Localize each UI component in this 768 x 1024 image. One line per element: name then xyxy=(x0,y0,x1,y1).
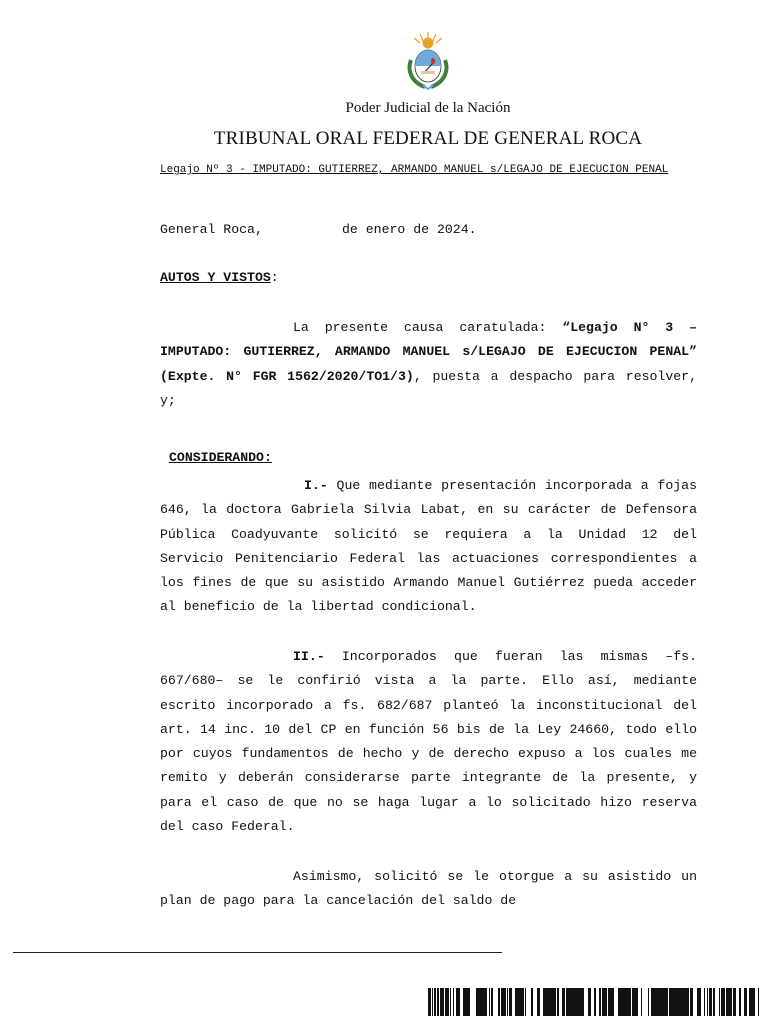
paragraph-considerando-1 xyxy=(160,474,697,620)
caratula-tail: , puesta a despacho para resolver, y; xyxy=(160,368,698,408)
paragraph-caratula xyxy=(160,316,697,413)
autos-label: AUTOS Y VISTOS xyxy=(160,270,271,285)
tribunal-title: TRIBUNAL ORAL FEDERAL DE GENERAL ROCA xyxy=(213,128,643,149)
paragraph-asimismo: Asimismo, solicitó se le otorgue a su asistido un plan de pago para la cancelación del saldo de xyxy=(160,869,697,909)
considerando-2-number: II.- xyxy=(293,649,325,664)
court-name: Poder Judicial de la Nación xyxy=(345,100,511,116)
considerando-1-number: I.- xyxy=(304,478,328,493)
legajo-reference: Legajo Nº 3 - IMPUTADO: GUTIERREZ, ARMANDO MANUEL s/LEGAJO DE EJECUCION PENAL xyxy=(160,164,669,176)
considerando-1-text: Que mediante presentación incorporada a fojas 646, la doctora Gabriela Silvia Labat, en su carácter de Defensora Pública Coadyuvante solicitó se requiera a la Unidad 12 del Servicio Penitenciario Federal las actuaciones correspondientes a los fines de que su asistido Armando Manuel Gutiérrez pueda acceder al beneficio de la libertad condicional. xyxy=(160,478,697,615)
autos-y-vistos-heading xyxy=(160,270,279,285)
autos-colon: : xyxy=(270,270,279,285)
barcode-icon xyxy=(428,988,762,1016)
caratula-lead: La presente causa caratulada: xyxy=(293,320,563,335)
argentina-coat-of-arms-icon xyxy=(403,30,453,90)
paragraph-considerando-2 xyxy=(160,645,697,839)
caratula-bold: “Legajo N° 3 – IMPUTADO: GUTIERREZ, ARMANDO MANUEL s/LEGAJO DE EJECUCION PENAL” (Expte. N° FGR 1562/2020/TO1/3) xyxy=(160,320,697,384)
date-line: General Roca, de enero de 2024. xyxy=(160,222,477,237)
considerando-heading: CONSIDERANDO: xyxy=(169,450,272,465)
considerando-2-text: Incorporados que fueran las mismas –fs. 667/680– se le confirió vista a la parte. Ello así, mediante escrito incorporado a fs. 682/687 planteó la inconstitucional del art. 14 inc. 10 del CP en función 56 bis de la Ley 24660, todo ello por cuyos fundamentos de hecho y de derecho expuso a los cuales me remito y deberán considerarse parte integrante de la presente, y para el caso de que no se haga lugar a lo solicitado hizo reserva del caso Federal. xyxy=(160,649,697,835)
footer-divider xyxy=(13,952,502,953)
